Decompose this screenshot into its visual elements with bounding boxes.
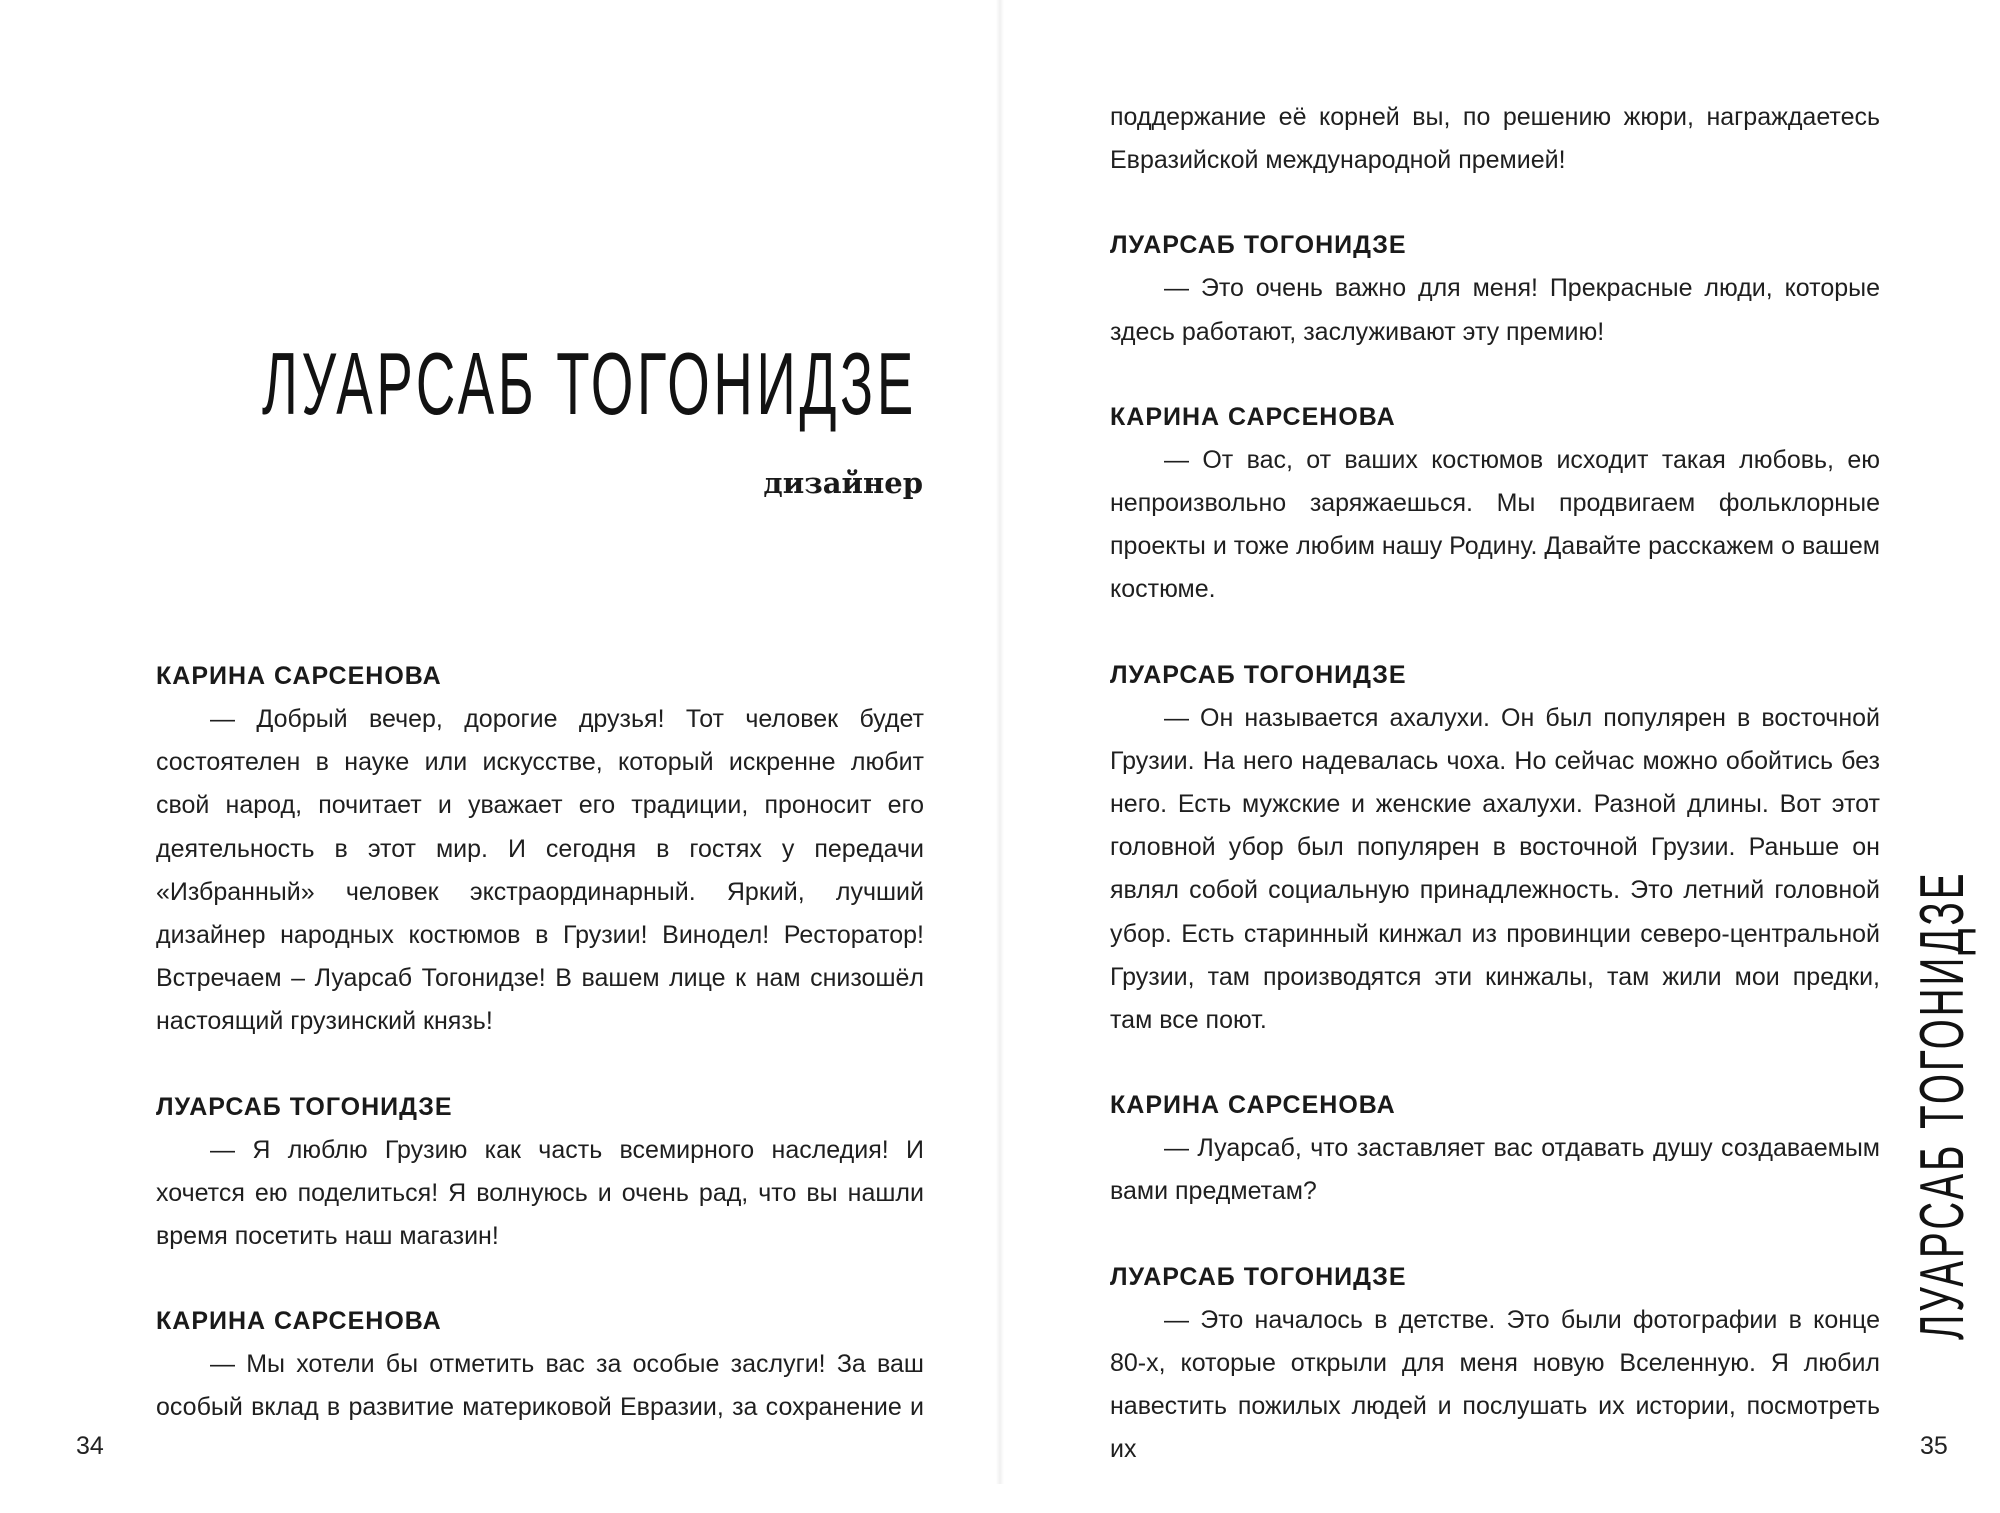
page-number-right: 35 [1920,1432,1948,1460]
speech-text: — Он называется ахалухи. Он был популярен в восточной Грузии. На него надевалась чоха. Но сейчас можно обойтись без него. Есть мужские и женские ахалухи. Разной длины. Вот этот головной убор был популярен в восточной Грузии. Раньше он являл собой социальную принадлежность. Это летний головной убор. Есть старинный кинжал из провинции северо-центральной Грузии, там производятся эти кинжалы, там жили мои предки, там все поют. [1110,703,1880,1035]
dialogue-block [1110,396,1880,612]
left-dialogue-column [156,655,924,1472]
dialogue-block-continuation [1110,96,1880,182]
page-subtitle: дизайнер [763,466,923,500]
speech-text-continuation: поддержание её корней вы, по решению жюри, награждаетесь Евразийской международной премией! [1110,103,1880,175]
dialogue-block [1110,224,1880,353]
right-page [1000,0,2000,1484]
running-title-vertical: ЛУАРСАБ ТОГОНИДЗЕ [1908,870,1977,1340]
dialogue-block [156,1300,924,1429]
dialogue-block [1110,1084,1880,1213]
dialogue-block [1110,1256,1880,1472]
speaker-name: ЛУАРСАБ ТОГОНИДЗЕ [1110,660,1407,689]
right-dialogue-column [1110,96,1880,1513]
speaker-name: ЛУАРСАБ ТОГОНИДЗЕ [1110,1262,1407,1291]
speaker-name: ЛУАРСАБ ТОГОНИДЗЕ [1110,231,1407,260]
speaker-name: КАРИНА САРСЕНОВА [156,662,442,690]
speech-text: — Это началось в детстве. Это были фотографии в конце 80-х, которые открыли для меня новую Вселенную. Я любил навестить пожилых людей и послушать их истории, посмотреть их [1110,1305,1880,1464]
dialogue-block [1110,654,1880,1043]
dialogue-block [156,1086,924,1259]
speech-text: — Мы хотели бы отметить вас за особые заслуги! За ваш особый вклад в развитие материковой Евразии, за сохранение и [156,1350,924,1422]
speaker-name: ЛУАРСАБ ТОГОНИДЗЕ [156,1092,453,1121]
speaker-name: КАРИНА САРСЕНОВА [1110,1091,1396,1120]
dialogue-block [156,655,924,1044]
speech-text: — От вас, от ваших костюмов исходит такая любовь, ею непроизвольно заряжаешься. Мы продвигаем фольклорные проекты и тоже любим нашу Родину. Давайте расскажем о вашем костюме. [1110,445,1880,604]
page-number-left: 34 [76,1432,104,1460]
speech-text: — Луарсаб, что заставляет вас отдавать душу создаваемым вами предметам? [1110,1134,1880,1206]
left-page [0,0,1000,1484]
speech-text: — Я люблю Грузию как часть всемирного наследия! И хочется ею поделиться! Я волнуюсь и очень рад, что вы нашли время посетить наш магазин! [156,1135,924,1251]
speaker-name: КАРИНА САРСЕНОВА [156,1307,442,1336]
speech-text: — Добрый вечер, дорогие друзья! Тот человек будет состоятелен в науке или искусстве, который искренне любит свой народ, почитает и уважает его традиции, проносит его деятельность в этот мир. И сегодня в гостях у передачи «Избранный» человек экстраординарный. Яркий, лучший дизайнер народных костюмов в Грузии! Винодел! Ресторатор! Встречаем – Луарсаб Тогонидзе! В вашем лице к нам снизошёл настоящий грузинский князь! [156,705,924,1036]
page-title: ЛУАРСАБ ТОГОНИДЗЕ [262,334,917,433]
speaker-name: КАРИНА САРСЕНОВА [1110,402,1396,431]
speech-text: — Это очень важно для меня! Прекрасные люди, которые здесь работают, заслуживают эту премию! [1110,274,1880,346]
